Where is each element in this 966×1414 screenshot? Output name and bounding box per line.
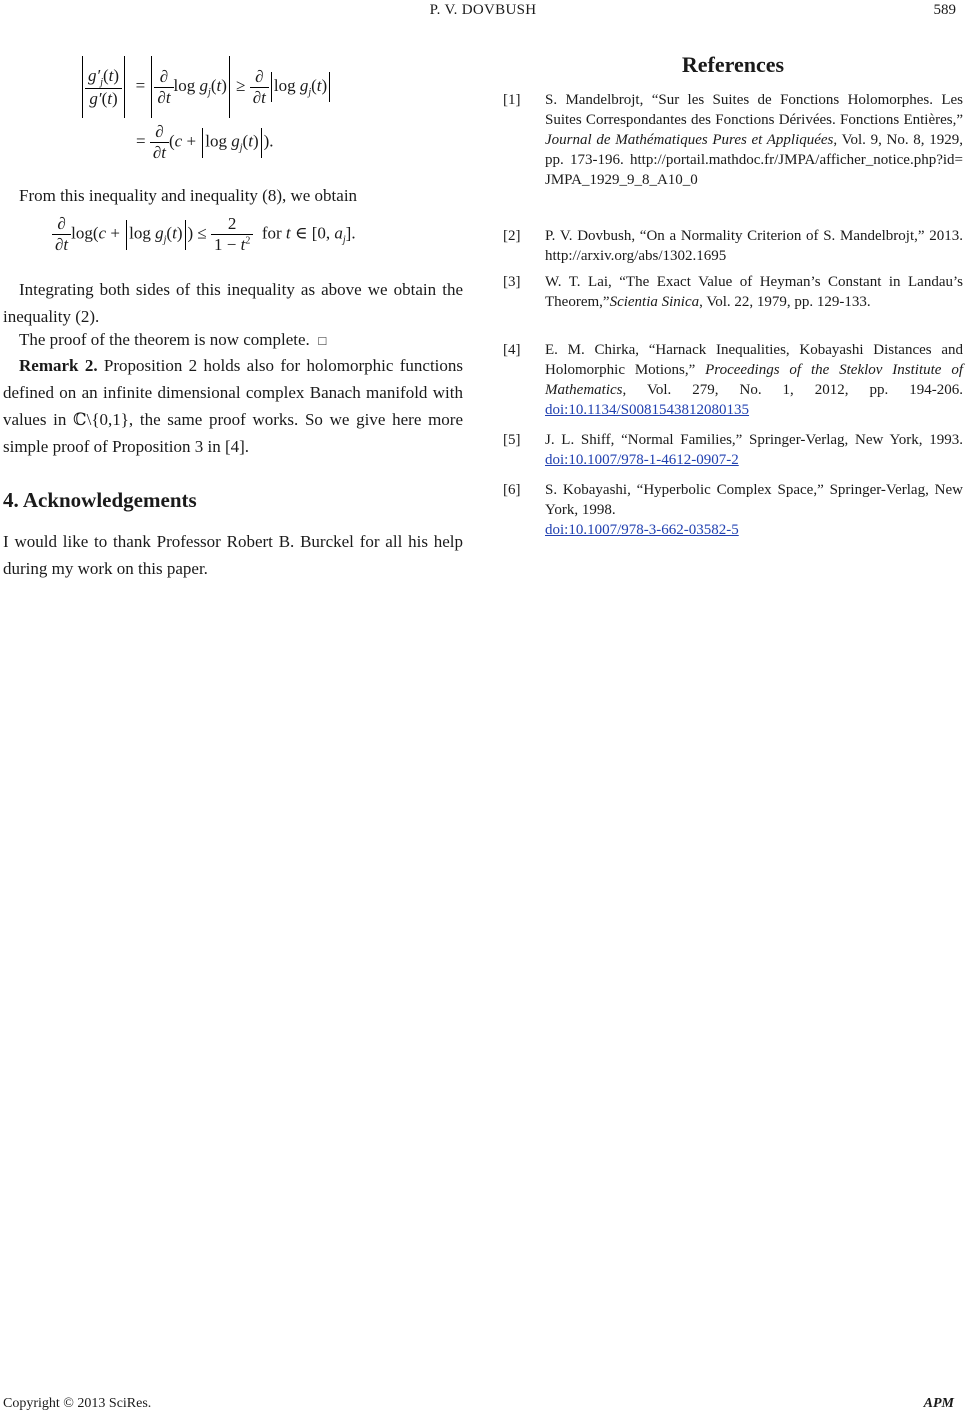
reference-item: [503, 226, 963, 266]
page-number: 589: [933, 2, 956, 18]
reference-item: [503, 272, 963, 312]
reference-text: W. T. Lai, “The Exact Value of Heyman’s Constant in Landau’s Theorem,”: [545, 274, 963, 310]
paragraph-from-inequality: From this inequality and inequality (8), we obtain: [19, 186, 358, 205]
paragraph-proof-complete: [3, 326, 463, 354]
equation-1-line-2: = $\frac{\partial}{\partial t}$ ($c + \log g_j(t)$ ).: [136, 122, 274, 162]
remark-text-b: , the same proof works. So we give here more simple proof of Proposition 3 in [4].: [3, 410, 463, 456]
reference-journal: Proceedings of the Steklov Institute of Mathematics: [545, 362, 963, 398]
reference-doi-link[interactable]: doi:10.1007/978-3-662-03582-5: [545, 522, 739, 538]
footer-copyright: Copyright © 2013 SciRes.: [3, 1396, 152, 1411]
paragraph-remark-2: [3, 352, 463, 460]
reference-details: , Vol. 279, No. 1, 2012, pp. 194-206.: [622, 382, 963, 398]
reference-number: [5]: [503, 432, 521, 448]
reference-text: P. V. Dovbush, “On a Normality Criterion of S. Mandelbrojt,” 2013. http://arxiv.org/abs/1302.1695: [545, 228, 963, 264]
reference-number: [1]: [503, 92, 521, 108]
section-title-acknowledgements: 4. Acknowledgements: [3, 488, 197, 512]
reference-number: [3]: [503, 274, 521, 290]
running-header-title: P. V. DOVBUSH: [429, 2, 537, 18]
reference-number: [2]: [503, 228, 521, 244]
reference-text: S. Mandelbrojt, “Sur les Suites de Fonctions Holomorphes. Les Suites Correspondantes des Fonctions Dérivées. Fonctions Entières,”: [545, 92, 963, 128]
reference-doi-link[interactable]: doi:10.1007/978-1-4612-0907-2: [545, 452, 739, 468]
reference-journal: Scientia Sinica: [609, 294, 700, 310]
equation-1-line-1: $\frac{g'_j(t)}{g'(t)}$ = $\frac{\partial}{\partial t}$ $\log g_j(t)$ ≥ $\frac{\partial}{\partial t}$ $\log g_j(t)$: [80, 56, 332, 118]
reference-item: [503, 90, 963, 190]
reference-doi-link[interactable]: doi:10.1134/S0081543812080135: [545, 402, 750, 418]
reference-item: [503, 480, 963, 540]
footer-journal: APM: [923, 1396, 954, 1411]
paragraph-integrating: Integrating both sides of this inequality as above we obtain the inequality (2).: [3, 280, 463, 326]
reference-details: , Vol. 22, 1979, pp. 129-133.: [699, 294, 871, 310]
reference-text: S. Kobayashi, “Hyperbolic Complex Space,” Springer-Verlag, New York, 1998.: [545, 482, 963, 518]
reference-item: [503, 430, 963, 470]
reference-journal: Journal de Mathématiques Pures et Appliquées: [545, 132, 834, 148]
reference-number: [6]: [503, 482, 521, 498]
reference-text: J. L. Shiff, “Normal Families,” Springer-Verlag, New York, 1993.: [545, 432, 963, 448]
reference-details: , Vol. 9, No. 8, 1929, pp. 173-196. http://portail.mathdoc.fr/JMPA/afficher_notice.php?id=JMPA_1929_9_8_A10_0: [545, 132, 963, 188]
remark-text-a: Proposition 2 holds also for holomorphic functions defined on an infinite dimensional complex Banach manifold with values in: [3, 356, 464, 429]
paragraph-acknowledgements: I would like to thank Professor Robert B. Burckel for all his help during my work on this paper.: [3, 532, 463, 578]
reference-number: [4]: [503, 342, 521, 358]
reference-text: E. M. Chirka, “Harnack Inequalities, Kobayashi Distances and Holomorphic Motions,”: [545, 342, 963, 378]
references-title: References: [681, 52, 785, 77]
proof-complete-text: The proof of the theorem is now complete.: [19, 330, 310, 349]
qed-symbol: □: [318, 333, 327, 348]
remark-set: ℂ\{0,1}: [73, 410, 129, 429]
reference-item: [503, 340, 963, 420]
remark-label: Remark 2.: [19, 356, 98, 375]
equation-2: $\frac{\partial}{\partial t}$ $\log(c + \log g_j(t)$ ) ≤ $\frac{2}{1 - t^2}$ for t ∈ [0, $a_j$].: [52, 214, 356, 255]
